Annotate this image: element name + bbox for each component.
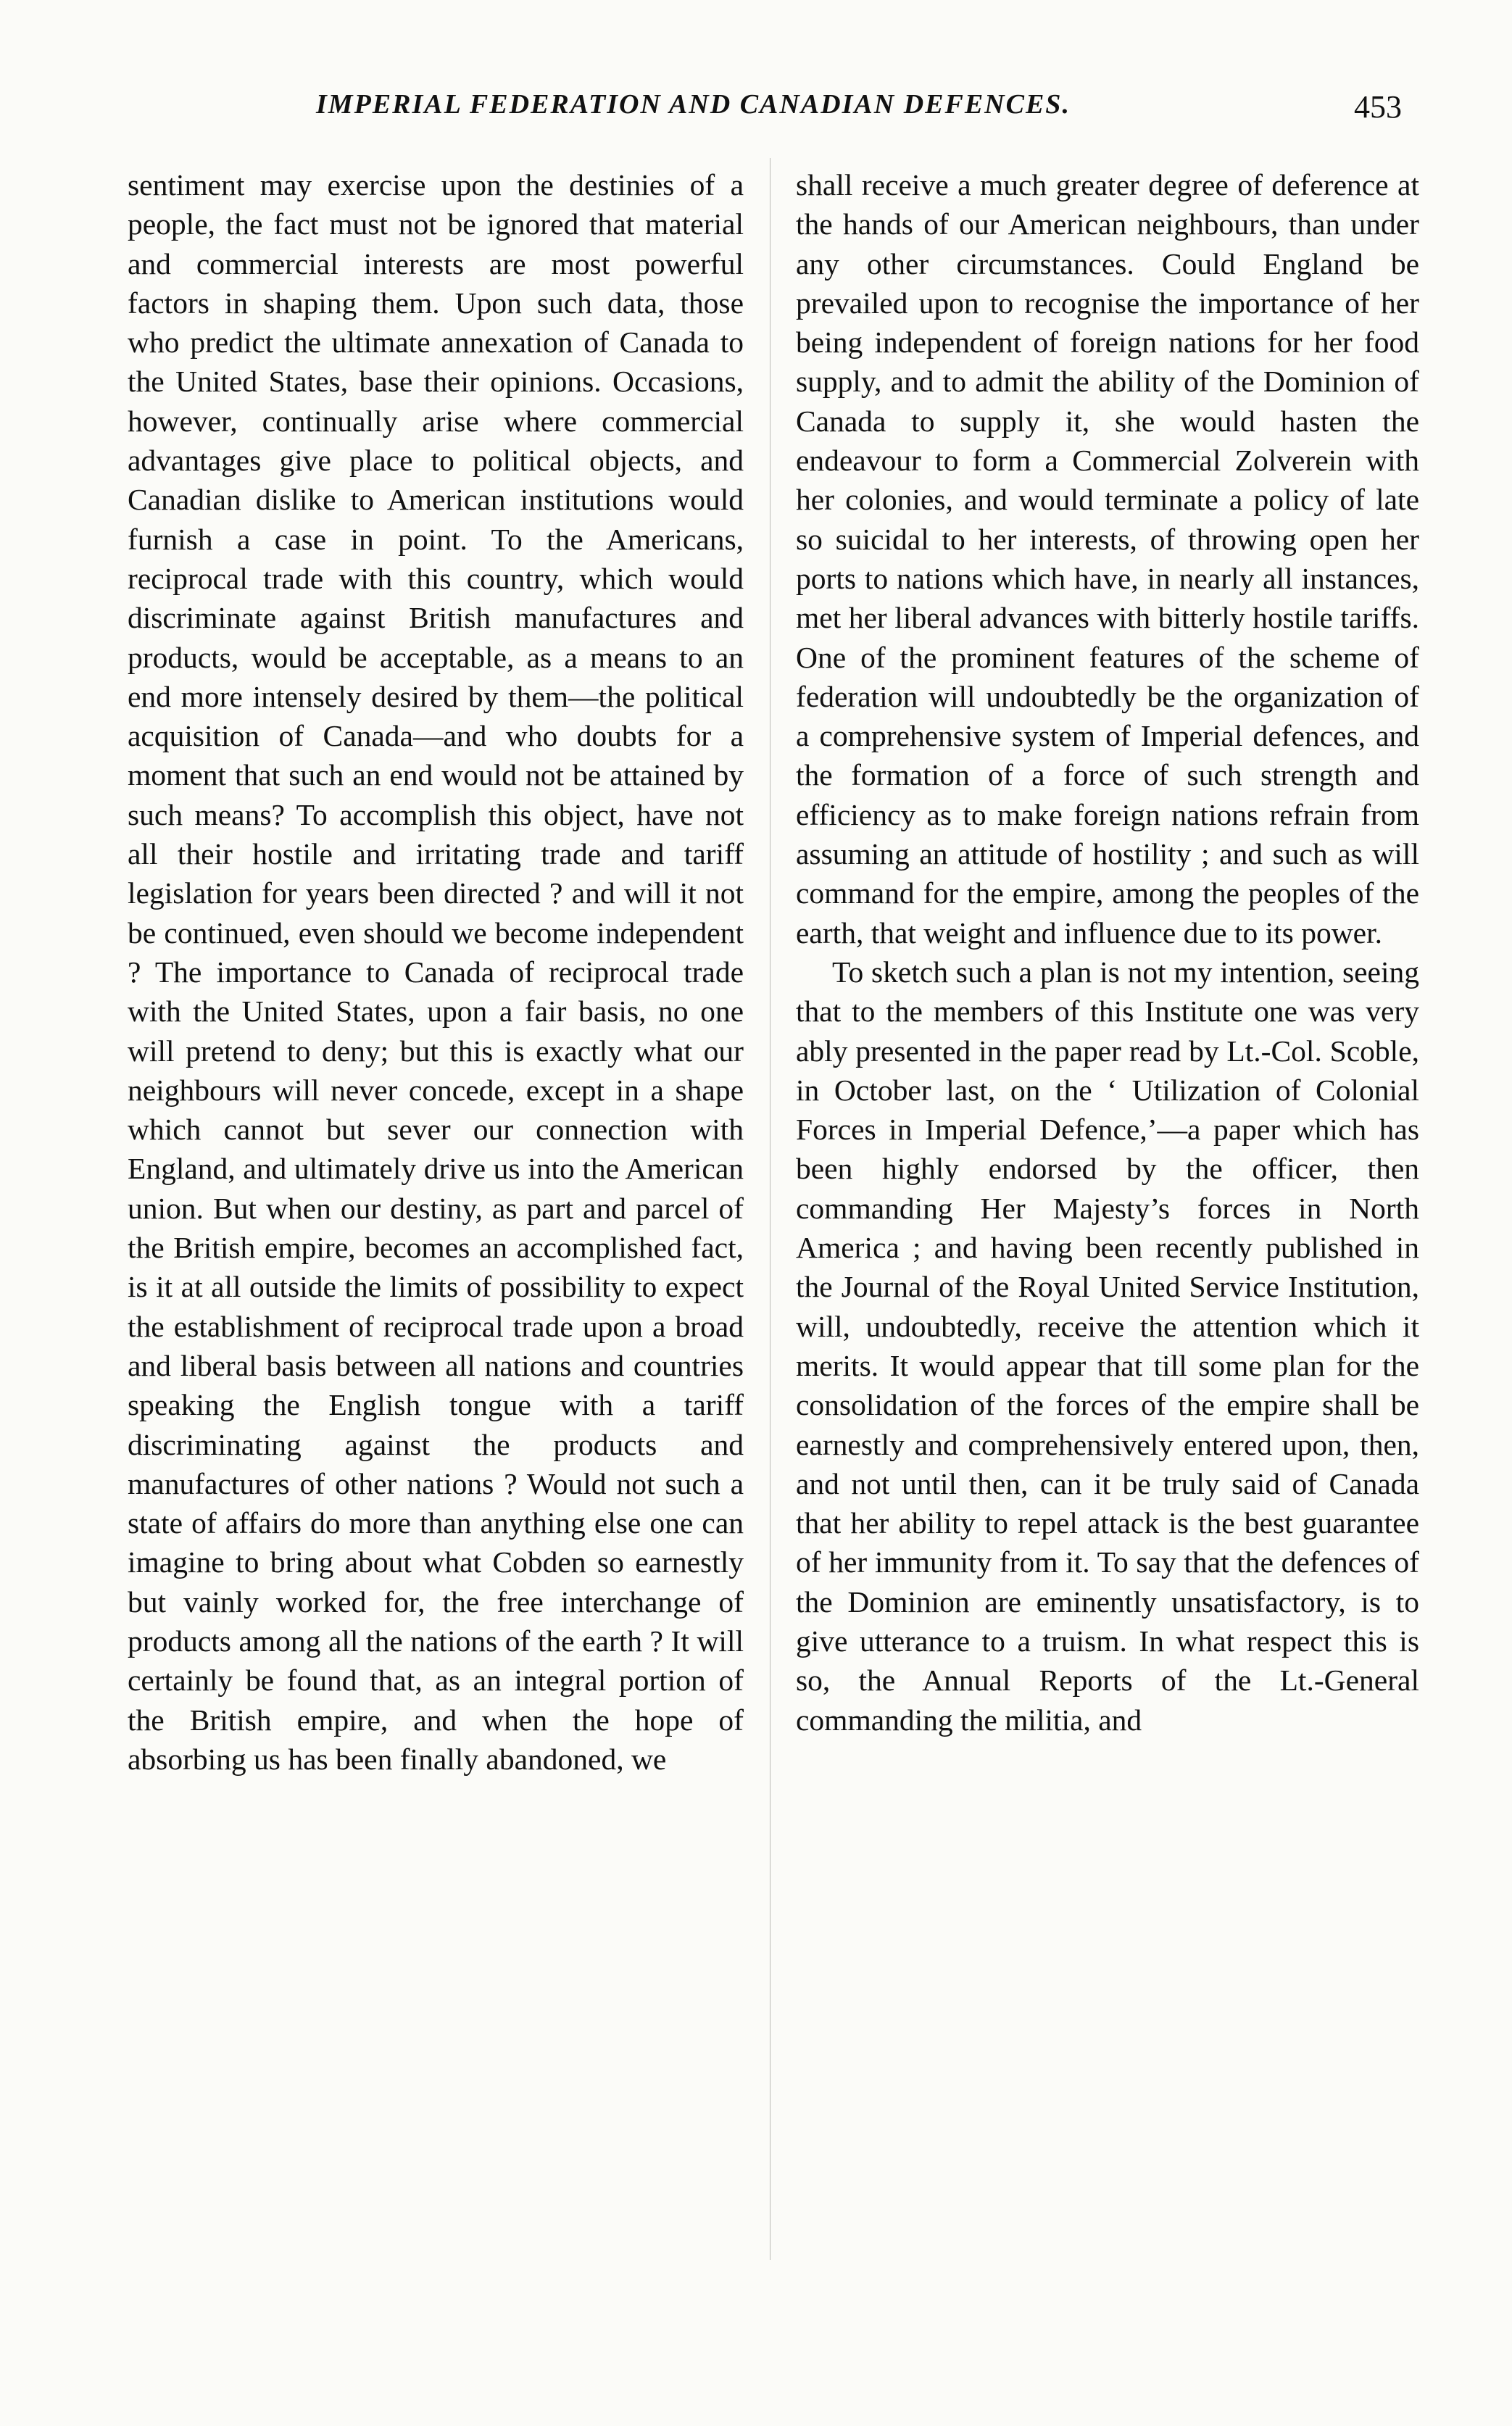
- left-column-text: sentiment may exercise upon the destinies of a people, the fact must not be ignored that material and commercial interests are most powerful factors in shaping them. Upon such data, those who predict the ultimate annexation of Canada to the United States, base their opinions. Occasions, however, continually arise where commercial advantages give place to political objects, and Canadian dislike to American institutions would furnish a case in point. To the Americans, reciprocal trade with this country, which would discriminate against British manufactures and products, would be acceptable, as a means to an end more intensely desired by them—the political acquisition of Canada—and who doubts for a moment that such an end would not be attained by such means? To accomplish this object, have not all their hostile and irritating trade and tariff legislation for years been directed ? and will it not be continued, even should we become independent ? The importance to Canada of reciprocal trade with the United States, upon a fair basis, no one will pretend to deny; but this is exactly what our neighbours will never concede, except in a shape which cannot but sever our connection with England, and ultimately drive us into the American union. But when our destiny, as part and parcel of the British empire, becomes an accomplished fact, is it at all outside the limits of possibility to expect the establishment of reciprocal trade upon a broad and liberal basis between all nations and countries speaking the English tongue with a tariff discriminating against the products and manufactures of other nations ? Would not such a state of affairs do more than anything else one can imagine to bring about what Cobden so earnestly but vainly worked for, the free interchange of products among all the nations of the earth ? It will certainly be found that, as an integral portion of the British empire, and when the hope of absorbing us has been finally abandoned, we: [128, 168, 744, 1776]
- right-column: [796, 165, 1419, 1740]
- running-title: IMPERIAL FEDERATION AND CANADIAN DEFENCES.: [316, 89, 1071, 120]
- right-paragraph-1: shall receive a much greater degree of deference at the hands of our American neighbours, than under any other circumstances. Could England be prevailed upon to recognise the importance of her being independent of foreign nations for her food supply, and to admit the ability of the Dominion of Canada to supply it, she would hasten the endeavour to form a Commercial Zolverein with her colonies, and would terminate a policy of late so suicidal to her interests, of throwing open her ports to nations which have, in nearly all instances, met her liberal advances with bitterly hostile tariffs. One of the prominent features of the scheme of federation will undoubtedly be the organization of a comprehensive system of Imperial defences, and the formation of a force of such strength and efficiency as to make foreign nations refrain from assuming an attitude of hostility ; and such as will command for the empire, among the peoples of the earth, that weight and influence due to its power.: [796, 168, 1419, 950]
- running-head: [0, 88, 1512, 132]
- right-paragraph-2: To sketch such a plan is not my intention, seeing that to the members of this Institute one was very ably presented in the paper read by Lt.-Col. Scoble, in October last, on the ‘ Utilization of Colonial Forces in Imperial Defence,’—a paper which has been highly endorsed by the officer, then commanding Her Majesty’s forces in North America ; and having been recently published in the Journal of the Royal United Service Institution, will, undoubtedly, receive the attention which it merits. It would appear that till some plan for the consolidation of the forces of the empire shall be earnestly and comprehensively entered upon, then, and not until then, can it be truly said of Canada that her ability to repel attack is the best guarantee of her immunity from it. To say that the defences of the Dominion are eminently unsatisfactory, is to give utterance to a truism. In what respect this is so, the Annual Reports of the Lt.-General commanding the militia, and: [796, 955, 1419, 1737]
- page-number: 453: [1354, 89, 1402, 125]
- left-column: [128, 165, 744, 1779]
